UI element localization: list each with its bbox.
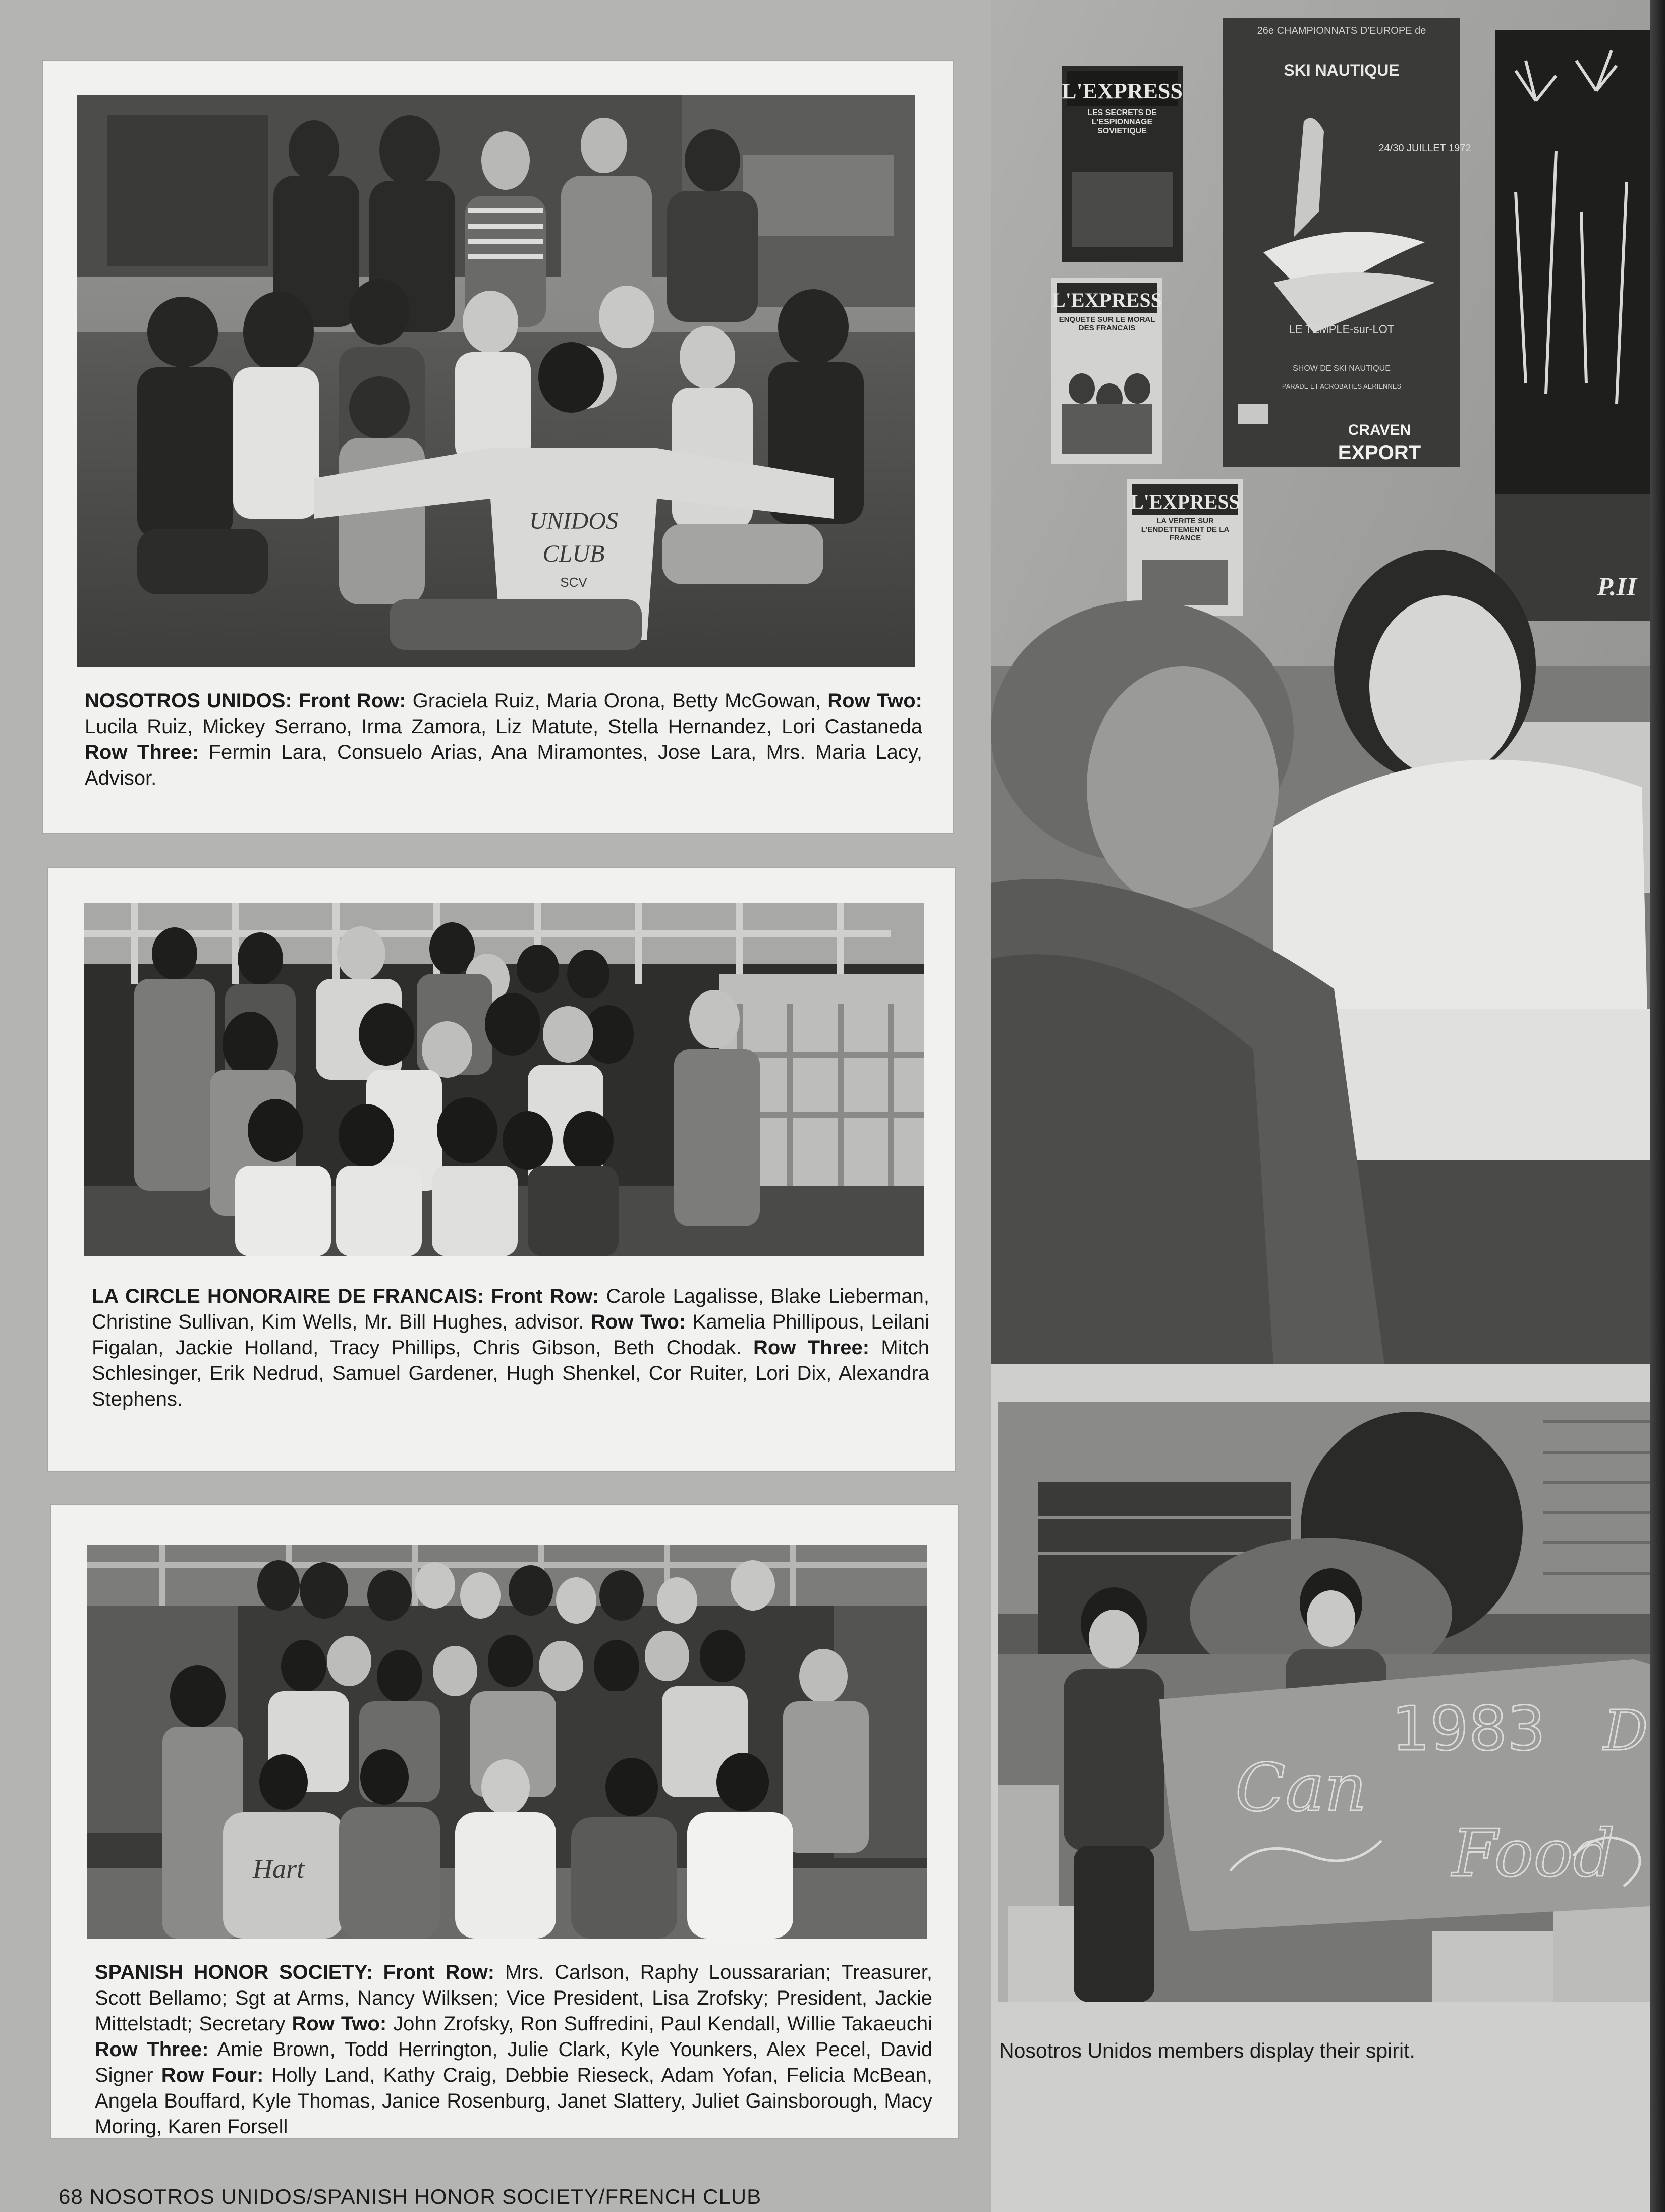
- can-food-caption: [999, 2037, 1443, 2064]
- nosotros-unidos-panel: [42, 60, 954, 834]
- row-names: Mitch Schlesinger, Erik Nedrud, Samuel Gardener, Hugh Shenkel, Cor Ruiter, Lori Dix, Alexandra Stephens.: [92, 1337, 929, 1410]
- banner-word-can: Can: [1235, 1749, 1367, 1826]
- french-honor-panel: [47, 867, 956, 1472]
- ski-poster-sub: SHOW DE SKI NAUTIQUE: [1293, 364, 1391, 373]
- banner-suffix: D: [1603, 1698, 1648, 1763]
- spanish-honor-group-photo: [87, 1545, 927, 1939]
- row-names: Carole Lagalisse, Blake Lieberman, Christine Sullivan, Kim Wells, Mr. Bill Hughes, advisor.: [92, 1285, 929, 1333]
- row-names: John Zrofsky, Ron Suffredini, Paul Kendall, Willie Takaeuchi: [393, 2013, 933, 2035]
- nosotros-unidos-caption: [85, 688, 922, 791]
- row-label: Row Two:: [591, 1311, 686, 1333]
- row-label: Row Two:: [292, 2013, 387, 2035]
- sweatshirt-text-line1: UNIDOS: [529, 508, 618, 534]
- express-poster-1-headline: LES SECRETS DE L'ESPIONNAGE SOVIETIQUE: [1087, 108, 1157, 135]
- ski-poster-place: LE TEMPLE-sur-LOT: [1289, 323, 1395, 336]
- row-names: Lucila Ruiz, Mickey Serrano, Irma Zamora, Liz Matute, Stella Hernandez, Lori Castaneda: [85, 715, 922, 738]
- express-poster-2-brand: L'EXPRESS: [1052, 289, 1162, 311]
- express-poster-2-headline: ENQUETE SUR LE MORAL DES FRANCAIS: [1059, 315, 1155, 333]
- ski-poster-title: SKI NAUTIQUE: [1284, 61, 1400, 79]
- ski-poster-sub2: PARADE ET ACROBATIES AERIENNES: [1282, 382, 1402, 390]
- row-label: Front Row:: [298, 690, 406, 712]
- row-names: Holly Land, Kathy Craig, Debbie Rieseck, Adam Yofan, Felicia McBean, Angela Bouffard, Kyle Thomas, Janice Rosenburg, Janet Slattery, Juliet Gainsborough, Macy Moring, Karen Forsell: [95, 2064, 933, 2138]
- french-honor-caption: [92, 1284, 929, 1412]
- row-label: Row Three:: [85, 741, 199, 763]
- row-label: Front Row:: [491, 1285, 599, 1307]
- french-honor-group-photo: [84, 903, 924, 1256]
- page-binding-edge: [1650, 0, 1665, 2212]
- fireworks-poster-fragment: P.II: [1597, 573, 1637, 601]
- page-footer: 68 NOSOTROS UNIDOS/SPANISH HONOR SOCIETY/FRENCH CLUB: [59, 2185, 762, 2208]
- group-title: LA CIRCLE HONORAIRE DE FRANCAIS:: [92, 1285, 484, 1307]
- sweatshirt-text-line3: SCV: [560, 575, 587, 590]
- banner-word-food: Food: [1452, 1815, 1615, 1892]
- can-food-drive-photo: [998, 1402, 1650, 2002]
- banner-year: 1983: [1392, 1694, 1546, 1764]
- group-title: SPANISH HONOR SOCIETY:: [95, 1961, 373, 1983]
- ski-poster-top: 26e CHAMPIONNATS D'EUROPE de: [1257, 25, 1426, 36]
- nosotros-unidos-group-photo: [77, 95, 915, 667]
- jacket-text: Hart: [252, 1854, 305, 1884]
- classroom-candid-photo: [991, 0, 1650, 1364]
- ski-poster-sponsor2: EXPORT: [1338, 441, 1421, 464]
- spanish-honor-panel: [50, 1504, 959, 2139]
- express-poster-3-brand: L'EXPRESS: [1130, 490, 1240, 513]
- row-names: Amie Brown, Todd Herrington, Julie Clark, Kyle Younkers, Alex Pecel, David Signer: [95, 2038, 932, 2086]
- express-poster-1-brand: L'EXPRESS: [1062, 79, 1183, 103]
- can-food-caption-text: Nosotros Unidos members display their spirit.: [999, 2039, 1415, 2062]
- group-title: NOSOTROS UNIDOS:: [85, 690, 292, 712]
- sweatshirt-text-line2: CLUB: [542, 540, 605, 567]
- row-names: Kamelia Phillipous, Leilani Figalan, Jackie Holland, Tracy Phillips, Chris Gibson, Beth Chodak.: [92, 1311, 930, 1359]
- row-names: Fermin Lara, Consuelo Arias, Ana Miramontes, Jose Lara, Mrs. Maria Lacy, Advisor.: [85, 741, 922, 789]
- row-label: Row Two:: [827, 690, 922, 712]
- row-names: Graciela Ruiz, Maria Orona, Betty McGowan,: [412, 690, 821, 712]
- row-label: Row Three:: [753, 1337, 870, 1359]
- row-label: Front Row:: [383, 1961, 495, 1983]
- ski-poster-dates: 24/30 JUILLET 1972: [1378, 143, 1471, 154]
- ski-poster-sponsor1: CRAVEN: [1348, 422, 1411, 438]
- row-label: Row Three:: [95, 2038, 209, 2061]
- row-names: Mrs. Carlson, Raphy Loussararian; Treasurer, Scott Bellamo; Sgt at Arms, Nancy Wilksen; Vice President, Lisa Zrofsky; President, Jackie Mittelstadt; Secretary: [95, 1961, 932, 2035]
- express-poster-3-headline: LA VERITE SUR L'ENDETTEMENT DE LA FRANCE: [1141, 517, 1230, 542]
- spanish-honor-caption: [95, 1960, 932, 2140]
- row-label: Row Four:: [161, 2064, 264, 2086]
